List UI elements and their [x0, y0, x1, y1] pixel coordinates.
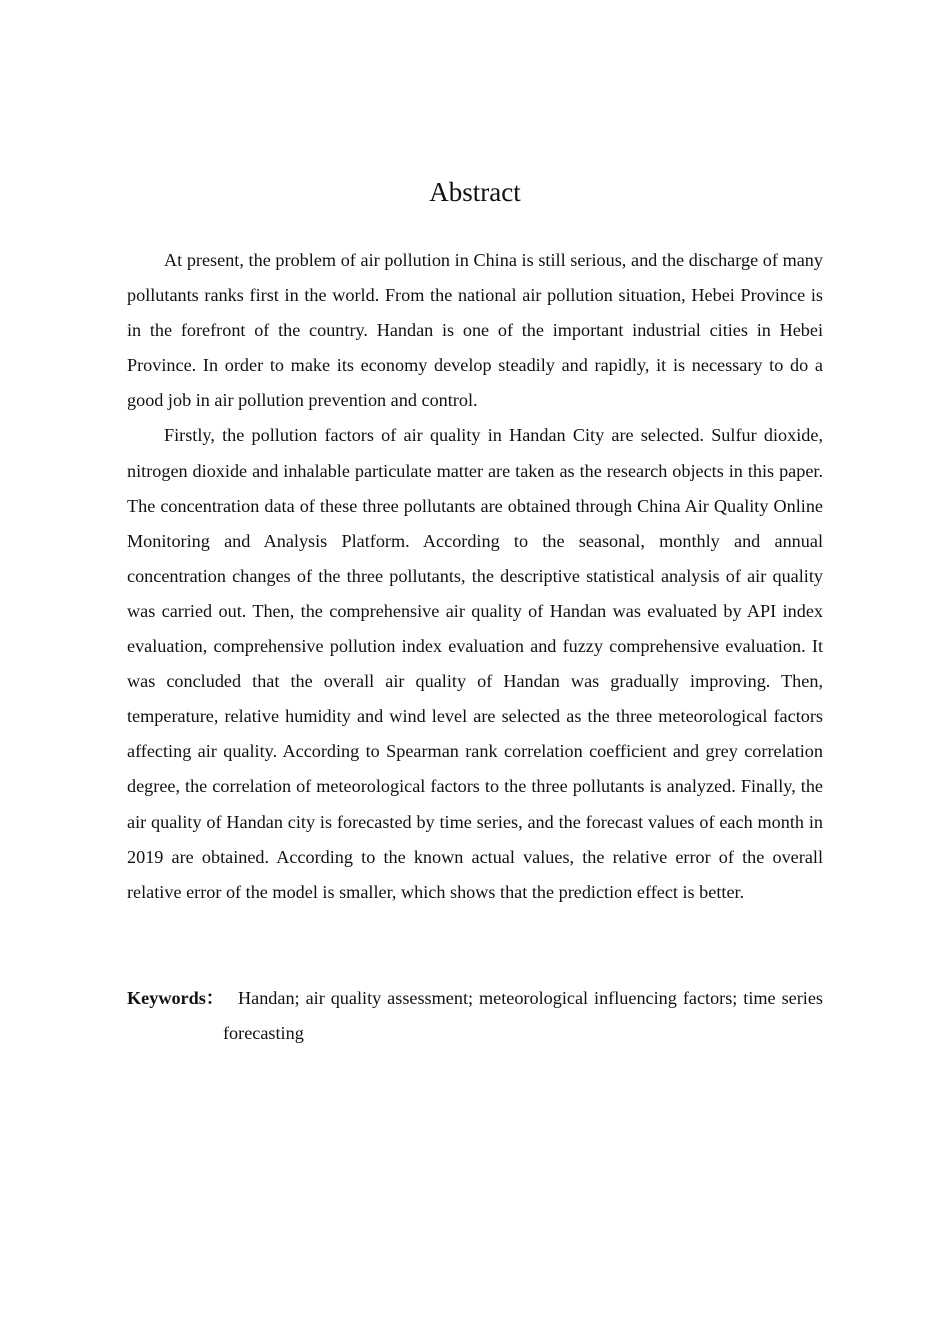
- keywords-list: Handan; air quality assessment; meteorological influencing factors; time series forecasting: [223, 988, 823, 1044]
- abstract-body: [127, 243, 823, 910]
- abstract-paragraph-1: At present, the problem of air pollution in China is still serious, and the discharge of many pollutants ranks first in the world. From the national air pollution situation, Hebei Province is in the forefront of the country. Handan is one of the important industrial cities in Hebei Province. In order to make its economy develop steadily and rapidly, it is necessary to do a good job in air pollution prevention and control.: [127, 250, 823, 411]
- abstract-paragraph-2: Firstly, the pollution factors of air quality in Handan City are selected. Sulfur dioxide, nitrogen dioxide and inhalable particulate matter are taken as the research objects in this paper. The concentration data of these three pollutants are obtained through China Air Quality Online Monitoring and Analysis Platform. According to the seasonal, monthly and annual concentration changes of the three pollutants, the descriptive statistical analysis of air quality was carried out. Then, the comprehensive air quality of Handan was evaluated by API index evaluation, comprehensive pollution index evaluation and fuzzy comprehensive evaluation. It was concluded that the overall air quality of Handan was gradually improving. Then, temperature, relative humidity and wind level are selected as the three meteorological factors affecting air quality. According to Spearman rank correlation coefficient and grey correlation degree, the correlation of meteorological factors to the three pollutants is analyzed. Finally, the air quality of Handan city is forecasted by time series, and the forecast values of each month in 2019 are obtained. According to the known actual values, the relative error of the overall relative error of the model is smaller, which shows that the prediction effect is better.: [127, 425, 823, 902]
- keywords-section: [127, 981, 823, 1051]
- keywords-label: Keywords：: [127, 988, 224, 1008]
- page-title: Abstract: [429, 177, 521, 207]
